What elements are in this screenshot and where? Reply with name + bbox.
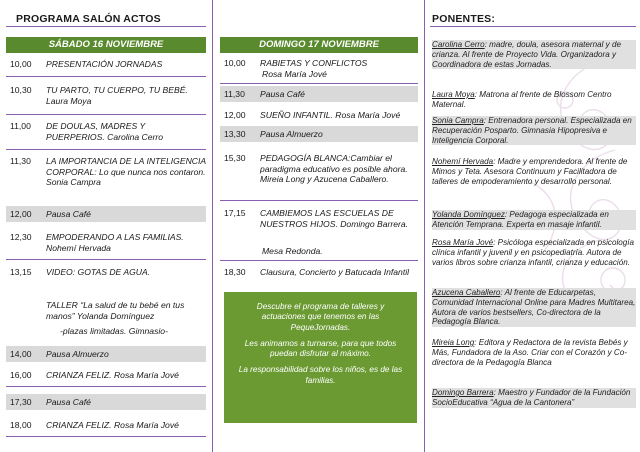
speaker-entry: Rosa María Jové: Psicóloga especializada en psicología clínica infantil y juvenil y en psicopediatría. Autora de varios libros sobre crianza infantil, crianza y educación. (432, 238, 635, 267)
column-divider-left (212, 0, 213, 452)
schedule-row-break: 13,30 Pausa Almuerzo (220, 126, 418, 142)
row-separator (6, 436, 206, 437)
row-separator (220, 200, 418, 201)
schedule-row: Rosa María Jové (262, 69, 327, 79)
row-separator (220, 260, 418, 261)
speaker-entry: Mireia Long: Editora y Redactora de la revista Bebés y Más, Fundadora de la Aso. Criar con el Corazón y Co-directora de la Pedagogía Blanca (432, 338, 628, 367)
info-text: La responsabilidad sobre los niños, es de las familias. (238, 365, 403, 385)
row-separator (6, 76, 206, 77)
page-title-program: PROGRAMA SALÓN ACTOS (16, 13, 161, 25)
day-header-saturday: SÁBADO 16 NOVIEMBRE (6, 37, 206, 53)
speaker-entry: Nohemí Hervada: Madre y emprendedora. Al frente de Mimos y Teta. Asesora Continuum y Facilitadora de talleres de empoderamiento y desarrollo personal. (432, 157, 628, 186)
schedule-row: 12,00 SUEÑO INFANTIL. Rosa María Jové (224, 110, 401, 120)
speakers-title: PONENTES: (432, 13, 496, 25)
schedule-row-break: 14,00 Pausa Almuerzo (6, 346, 206, 362)
schedule-row: 12,30 EMPODERANDO A LAS FAMILIAS. Nohemí Hervada (10, 232, 184, 253)
schedule-row: 11,00 DE DOULAS, MADRES Y PUERPERIOS. Carolina Cerro (10, 121, 164, 142)
title-rule-left (6, 26, 206, 27)
speaker-entry: Laura Moya: Matrona al frente de Blossom Centro Maternal. (432, 90, 612, 109)
schedule-row: -plazas limitadas. Gimnasio- (60, 326, 168, 336)
schedule-row-break: 17,30 Pausa Café (6, 394, 206, 410)
schedule-row: 13,15 VIDEO: GOTAS DE AGUA. (10, 267, 151, 277)
column-divider-right (424, 0, 425, 452)
schedule-row: 16,00 CRIANZA FELIZ. Rosa María Jové (10, 370, 179, 380)
schedule-row-break: 12,00 Pausa Café (6, 206, 206, 222)
speaker-entry: Domingo Barrera: Maestro y Fundador de la Fundación SocioEducativa “Agua de la Cantonera” (432, 388, 636, 408)
schedule-row: 15,30 PEDAGOGÍA BLANCA:Cambiar el paradigma educativo es posible ahora. Mireia Long y Azucena Caballero. (224, 153, 408, 184)
schedule-row: 10,30 TU PARTO, TU CUERPO, TU BEBÉ. Laura Moya (10, 85, 188, 106)
schedule-row: 11,30 LA IMPORTANCIA DE LA INTELIGENCIA CORPORAL: Lo que nunca nos contaron. Sonia Campra (10, 156, 206, 187)
speaker-entry: Yolanda Domínguez: Pedagoga especializada en Atención Temprana. Experta en masaje infantil. (432, 210, 636, 230)
row-separator (6, 114, 206, 115)
row-separator (6, 149, 206, 150)
speaker-entry: Azucena Caballero: Al frente de Educarpetas, Comunidad Internacional Online para Madres Multitarea, Autora de varios bestsellers, Co-directora de la Pedagogía Blanca. (432, 288, 636, 327)
row-separator (6, 259, 206, 260)
schedule-row: Mesa Redonda. (262, 246, 323, 256)
info-text: Descubre el programa de talleres y actuaciones que tenemos en las PequeJornadas. (256, 302, 385, 332)
schedule-row: 10,00 PRESENTACIÓN JORNADAS (10, 59, 163, 69)
info-box (224, 292, 417, 423)
day-header-sunday: DOMINGO 17 NOVIEMBRE (220, 37, 418, 53)
speaker-entry: Carolina Cerro: madre, doula, asesora maternal y de crianza. Al frente de Proyecto Vida. Organizadora y Coordinadora de estas Jornadas. (432, 40, 636, 69)
schedule-row: 10,00 RABIETAS Y CONFLICTOS (224, 58, 368, 68)
row-separator (220, 83, 418, 84)
schedule-row: 17,15 CAMBIEMOS LAS ESCUELAS DE NUESTROS HIJOS. Domingo Barrera. (224, 208, 409, 229)
schedule-row: 18,30 Clausura, Concierto y Batucada Infantil (224, 267, 410, 277)
row-separator (6, 386, 206, 387)
schedule-row-break: 11,30 Pausa Café (220, 86, 418, 102)
schedule-row: 18,00 CRIANZA FELIZ. Rosa María Jové (10, 420, 179, 430)
speaker-entry: Sonia Campra: Entrenadora personal. Especializada en Recuperación Posparto. Gimnasia Hipopresiva e Inteligencia Corporal. (432, 116, 636, 145)
title-rule-right (430, 26, 636, 27)
schedule-row: TALLER “La salud de tu bebé en tus manos” Yolanda Domínguez (46, 300, 185, 321)
info-text: Les animamos a turnarse, para que todos puedan disfrutar al máximo. (244, 338, 397, 359)
